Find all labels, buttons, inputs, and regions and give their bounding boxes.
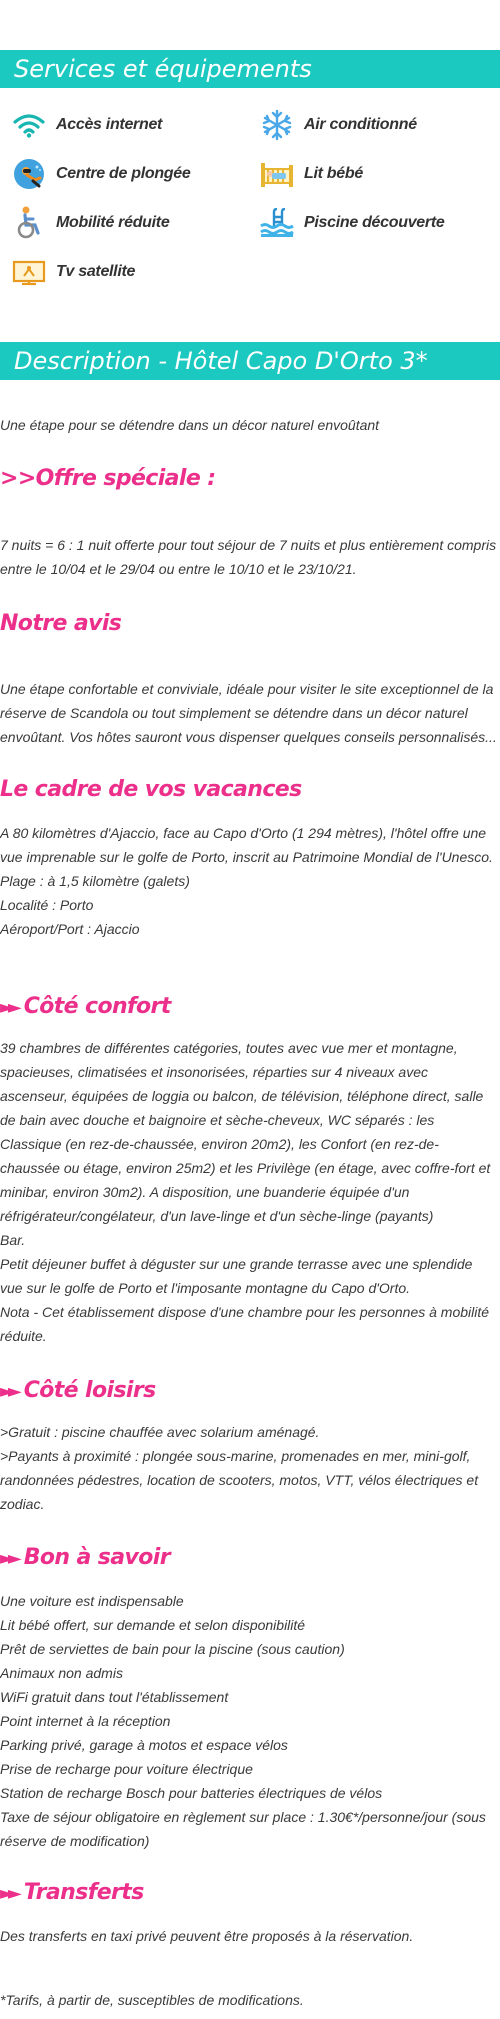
setting-heading: Le cadre de vos vacances	[0, 777, 302, 802]
comfort-heading-label: Côté confort	[23, 994, 171, 1019]
good-heading-label: Bon à savoir	[23, 1545, 170, 1570]
good-line: Station de recharge Bosch pour batteries électriques de vélos	[0, 1785, 383, 1801]
service-item-crib	[258, 154, 363, 194]
good-line: WiFi gratuit dans tout l'établissement	[0, 1689, 229, 1705]
setting-text	[0, 821, 498, 941]
arrow-icon: ►►	[0, 1381, 16, 1402]
arrow-icon: ►►	[0, 997, 16, 1018]
comfort-line: 39 chambres de différentes catégories, toutes avec vue mer et montagne, spacieuses, climatisées et insonorisées, réparties sur 4 niveaux avec ascenseur, équipées de loggia ou balcon, de télévision, téléphone direct, salle de bain avec douche et baignoire et sèche-cheveux, WC séparés : les Classique (en rez-de-chaussée, environ 20m2), les Confort (en rez-de-chaussée ou étage, environ 25m2) et les Privilège (en étage, avec coffre-fort et minibar, environ 30m2). A disposition, une buanderie équipée d'un réfrigérateur/congélateur, d'un lave-linge et d'un sèche-linge (payants)	[0, 1040, 491, 1224]
transfers-heading	[0, 1880, 144, 1905]
arrow-icon: ►►	[0, 1883, 16, 1904]
good-line: Prêt de serviettes de bain pour la piscine (sous caution)	[0, 1641, 345, 1657]
pool-icon	[258, 205, 296, 241]
description-section-title: Description - Hôtel Capo D'Orto 3*	[0, 342, 500, 380]
service-label: Piscine découverte	[304, 214, 445, 231]
offer-text: 7 nuits = 6 : 1 nuit offerte pour tout séjour de 7 nuits et plus entièrement compris entre le 10/04 et le 29/04 ou entre le 10/10 et le 23/10/21.	[0, 537, 497, 577]
leisure-line: >Payants à proximité : plongée sous-marine, promenades en mer, mini-golf, randonnées pédestres, location de scooters, motos, VTT, vélos électriques et zodiac.	[0, 1448, 479, 1512]
service-item-accessibility	[10, 203, 169, 243]
transfers-heading-label: Transferts	[23, 1880, 144, 1905]
arrow-icon: ►►	[0, 1548, 16, 1569]
service-label: Mobilité réduite	[56, 214, 170, 231]
offer-heading: >>Offre spéciale :	[0, 466, 216, 491]
service-item-diving	[10, 154, 190, 194]
footnote: *Tarifs, à partir de, susceptibles de modifications.	[0, 1992, 304, 2008]
good-line: Taxe de séjour obligatoire en règlement sur place : 1.30€*/personne/jour (sous réserve de modification)	[0, 1809, 486, 1849]
good-line: Point internet à la réception	[0, 1713, 171, 1729]
service-item-aircon	[258, 105, 417, 145]
leisure-text	[0, 1420, 498, 1516]
good-line: Animaux non admis	[0, 1665, 123, 1681]
crib-icon	[258, 156, 296, 192]
diving-icon	[10, 156, 48, 192]
opinion-text: Une étape confortable et conviviale, idéale pour visiter le site exceptionnel de la réserve de Scandola ou tout simplement se détendre dans un décor naturel envoûtant. Vos hôtes sauront vous dispenser quelques conseils personnalisés...	[0, 681, 497, 745]
comfort-text	[0, 1036, 498, 1348]
setting-line: Plage : à 1,5 kilomètre (galets)	[0, 873, 190, 889]
service-item-internet	[10, 105, 162, 145]
comfort-line: Petit déjeuner buffet à déguster sur une grande terrasse avec une splendide vue sur le golfe de Porto et l'imposante montagne du Capo d'Orto.	[0, 1256, 473, 1296]
opinion-heading: Notre avis	[0, 611, 122, 636]
wheelchair-icon	[10, 205, 48, 241]
comfort-heading	[0, 994, 171, 1019]
wifi-icon	[10, 107, 48, 143]
setting-line: Localité : Porto	[0, 897, 94, 913]
description-intro: Une étape pour se détendre dans un décor naturel envoûtant	[0, 417, 380, 433]
service-item-pool	[258, 203, 444, 243]
service-label: Air conditionné	[304, 116, 417, 133]
leisure-line: >Gratuit : piscine chauffée avec solarium aménagé.	[0, 1424, 320, 1440]
setting-line: Aéroport/Port : Ajaccio	[0, 921, 140, 937]
comfort-line: Bar.	[0, 1232, 26, 1248]
good-line: Lit bébé offert, sur demande et selon disponibilité	[0, 1617, 306, 1633]
service-label: Lit bébé	[304, 165, 363, 182]
tv-icon	[10, 254, 48, 290]
service-item-tv	[10, 252, 135, 292]
service-label: Accès internet	[56, 116, 163, 133]
good-to-know-list	[0, 1589, 498, 1853]
transfers-text: Des transferts en taxi privé peuvent être proposés à la réservation.	[0, 1928, 414, 1944]
good-line: Prise de recharge pour voiture électrique	[0, 1761, 253, 1777]
setting-line: A 80 kilomètres d'Ajaccio, face au Capo d'Orto (1 294 mètres), l'hôtel offre une vue imprenable sur le golfe de Porto, inscrit au Patrimoine Mondial de l'Unesco.	[0, 825, 493, 865]
good-to-know-heading	[0, 1545, 170, 1570]
good-line: Une voiture est indispensable	[0, 1593, 184, 1609]
service-label: Centre de plongée	[56, 165, 191, 182]
comfort-line: Nota - Cet établissement dispose d'une chambre pour les personnes à mobilité réduite.	[0, 1304, 490, 1344]
leisure-heading-label: Côté loisirs	[23, 1378, 156, 1403]
leisure-heading	[0, 1378, 156, 1403]
snowflake-icon	[258, 107, 296, 143]
services-section-title: Services et équipements	[0, 50, 500, 88]
good-line: Parking privé, garage à motos et espace vélos	[0, 1737, 288, 1753]
service-label: Tv satellite	[56, 263, 136, 280]
